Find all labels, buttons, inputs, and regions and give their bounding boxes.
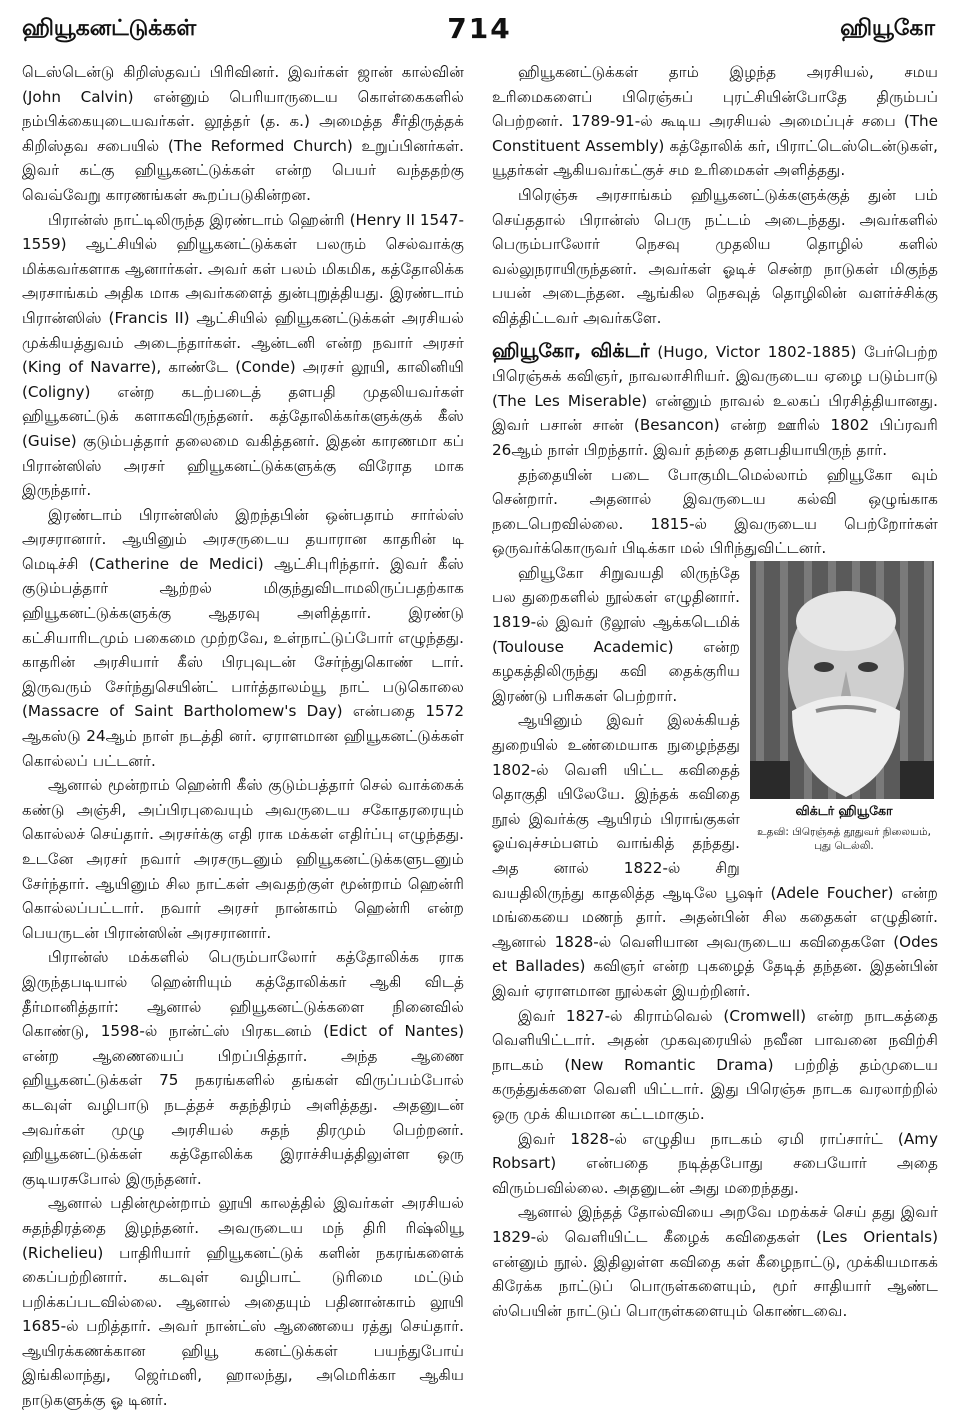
paragraph: இவர் 1827-ல் கிராம்வெல் (Cromwell) என்ற நாடகத்தை வெளியிட்டார். அதன் முகவுரையில் நவீன பாவனை நவிற்சி நாடகம் (New Romantic Drama) பற்றித் தம்முடைய கருத்துக்களை வெளி யிட்டார். இது பிரெஞ்சு நாடக வரலாற்றில் ஒரு முக் கியமான கட்டமாகும். <box>492 1006 938 1123</box>
encyclopedia-entry <box>492 339 938 463</box>
page-number: 714 <box>447 12 512 45</box>
paragraph: இவர் 1828-ல் எழுதிய நாடகம் ஏமி ராப்சார்ட் (Amy Robsart) என்பதை நடித்தபோது சபையோர் அதை விரும்பவில்லை. அதனுடன் அது மறைந்தது. <box>492 1129 938 1197</box>
paragraph: ஆனால் பதின்மூன்றாம் லூயி காலத்தில் இவர்கள் அரசியல் சுதந்திரத்தை இழந்தனர். அவருடைய மந் திரி ரிஷ்லியூ (Richelieu) பாதிரியார் ஹியூகனட்டுக் களின் நகரங்களைக் கைப்பற்றினார். கடவுள் வழிபாட் டுரிமை மட்டும் பறிக்கப்படவில்லை. ஆனால் அதையும் பதினான்காம் லூயி 1685-ல் பறித்தார். அவர் நான்ட்ஸ் ஆணையை ரத்து செய்தார். ஆயிரக்கணக்கான ஹியூ கனட்டுக்கள் பயந்துபோய் இங்கிலாந்து, ஜெர்மனி, ஹாலந்து, அமெரிக்கா ஆகிய நாடுகளுக்கு ஓ டினர். <box>22 1194 464 1410</box>
paragraph: ஹியூகனட்டுக்கள் தாம் இழந்த அரசியல், சமய உரிமைகளைப் பிரெஞ்சுப் புரட்சியின்போதே திரும்பப் பெற்றனர். 1789-91-ல் கூடிய அரசியல் அமைப்புச் சபை (The Constituent Assembly) கத்தோலிக் கர், பிராட்டெஸ்டென்டுகள், யூதர்கள் ஆகியவர்கட்குச் சம உரிமைகள் அளித்தது. <box>492 63 938 180</box>
running-head-right: ஹியூகோ <box>840 16 935 41</box>
entry-title: ஹியூகோ, விக்டர் <box>492 339 650 362</box>
paragraph: இரண்டாம் பிரான்ஸிஸ் இறந்தபின் ஒன்பதாம் சார்ல்ஸ் அரசரானார். ஆயினும் அரசருடைய தயாரான காதரின் டி மெடிச்சி (Catherine de Medici) ஆட்சிபுரிந்தார். இவர் கீஸ் குடும்பத்தார் ஆற்றல் மிகுந்துவிடாமலிருப்பதற்காக ஹியூகனட்டுக்களுக்கு ஆதரவு அளித்தார். இரண்டு கட்சியாரிடமும் பகைமை முற்றவே, உள்நாட்டுப்போர் எழுந்தது. காதரின் அரசியார் கீஸ் பிரபுவுடன் சேர்ந்துகொண் டார். இருவரும் சேர்ந்துசெயின்ட் பார்த்தாலம்யூ நாட் படுகொலை (Massacre of Saint Bartholomew's Day) என்பதை 1572 ஆகஸ்டு 24ஆம் நாள் நடத்தி னர். ஏராளமான ஹியூகனட்டுக்கள் கொல்லப் பட்டனர். <box>22 505 464 770</box>
paragraph: ஆயினும் இவர் இலக்கியத் துறையில் உண்மையாக நுழைந்தது 1802-ல் வெளி யிட்ட கவிதைத் தொகுதி யிலேயே. இந்தக் கவிதை நூல் இவர்க்கு ஆயிரம் பிராங்குகள் ஓய்வுச்சம்பளம் வாங்கித் தந்தது. அத னால் 1822-ல் சிறு வயதிலிருந்து காதலித்த ஆடிலே பூஷர் (Adele Foucher) என்ற மங்கையை மணந் தார். அதன்பின் சில கதைகள் எழுதினர். ஆனால் 1828-ல் வெளியான அவருடைய கவிதைகளே (Odes et Ballades) கவிஞர் என்ற புகழைத் தேடித் தந்தன. இதன்பின் இவர் ஏராளமான நூல்கள் இயற்றினர். <box>492 711 938 1000</box>
paragraph: ஆனால் மூன்றாம் ஹென்ரி கீஸ் குடும்பத்தார் செல் வாக்கைக் கண்டு அஞ்சி, அப்பிரபுவையும் அவருடைய சகோதரரையும் கொல்லச் செய்தார். அரசர்க்கு எதி ராக மக்கள் எதிர்ப்பு எழுந்தது. உடனே அரசர் நவார் அரசருடனும் ஹியூகனட்டுக்களுடனும் சேர்ந்தார். ஆயினும் சில நாட்கள் அவதற்குள் மூன்றாம் ஹென்ரி கொல்லப்பட்டார். நவார் அரசர் நான்காம் ஹென்ரி என்ற பெயருடன் பிரான்ஸின் அரசரானார். <box>22 776 464 942</box>
right-column <box>492 60 938 1323</box>
figure-caption: விக்டர் ஹியூகோ <box>795 802 893 818</box>
entry-intro: (Hugo, Victor 1802-1885) பேர்பெற்ற பிரெஞ்சுக் கவிஞர், நாவலாசிரியர். இவருடைய ஏழை படும்பாடு (The Les Miserable) என்னும் நாவல் உலகப் பிரசித்தியானது. இவர் பசான் சான் (Besancon) என்ற ஊரில் 1802 பிப்ரவரி 26ஆம் நாள் பிறந்தார். இவர் தந்தை தளபதியாயிருந் தார். <box>492 342 938 459</box>
left-column <box>22 60 464 1413</box>
page-header <box>0 0 959 56</box>
paragraph: ஆனால் இந்தத் தோல்வியை அறவே மறக்கச் செய் தது இவர் 1829-ல் வெளியிட்ட கீழைக் கவிதைகள் (Les Orientals) என்னும் நூல். இதிலுள்ள கவிதை கள் கீழைநாட்டு, முக்கியமாகக் கிரேக்க நாட்டுப் பொருள்களையும், மூர் சாதியார் ஆண்ட ஸ்பெயின் நாட்டுப் பொருள்களையும் கொண்டவை. <box>492 1203 938 1320</box>
running-head-left: ஹியூகனட்டுக்கள் <box>22 16 197 41</box>
paragraph: பிரான்ஸ் மக்களில் பெரும்பாலோர் கத்தோலிக்க ராக இருந்தபடியால் ஹென்ரியும் கத்தோலிக்கர் ஆகி விடத் தீர்மானித்தார்: ஆனால் ஹியூகனட்டுக்களை நினைவில் கொண்டு, 1598-ல் நான்ட்ஸ் பிரகடனம் (Edict of Nantes) என்ற ஆணையைப் பிறப்பித்தார். அந்த ஆணை ஹியூகனட்டுக்கள் 75 நகரங்களில் தங்கள் விருப்பம்போல் கடவுள் வழிபாடு நடத்தச் சுதந்திரம் அளித்தது. அதனுடன் அவர்கள் முழு அரசியல் சுதந் திரமும் பெற்றனர். ஹியூகனட்டுக்கள் கத்தோலிக்க இராச்சியத்திலுள்ள ஒரு குடியரசுபோல் இருந்தனர். <box>22 948 464 1188</box>
victor-hugo-portrait <box>750 561 934 799</box>
figure-credit: உதவி: பிரெஞ்சுத் தூதுவர் நிலையம், புது டெல்லி. <box>757 825 931 852</box>
paragraph: ஹியூகோ சிறுவயதி லிருந்தே பல துறைகளில் நூல்கள் எழுதினார். 1819-ல் இவர் டூலூஸ் ஆக்கடெமிக் (Toulouse Academic) என்ற கழகத்திலிருந்து கவி தைக்குரிய இரண்டு பரிசுகள் பெற்றார். <box>492 563 740 705</box>
paragraph: பிரான்ஸ் நாட்டிலிருந்த இரண்டாம் ஹென்ரி (Henry II 1547-1559) ஆட்சியில் ஹியூகனட்டுக்கள் பலரும் செல்வாக்கு மிக்கவர்களாக ஆனார்கள். அவர் கள் பலம் மிகமிக, கத்தோலிக்க அரசாங்கம் அதிக மாக அவர்களைத் துன்புறுத்தியது. இரண்டாம் பிரான்ஸிஸ் (Francis II) ஆட்சியில் ஹியூகனட்டுக்கள் அரசியல் முக்கியத்துவம் அடைந்தார்கள். ஆன்டனி என்ற நவார் அரசர் (King of Navarre), காண்டே (Conde) அரசர் லூயி, காலினியி (Coligny) என்ற கடற்படைத் தளபதி முதலியவர்கள் ஹியூகனட்டுக் களாகவிருந்தனர். கத்தோலிக்கர்களுக்குக் கீஸ் (Guise) குடும்பத்தார் தலைமை வகித்தனர். இதன் காரணமா கப் பிரான்ஸிஸ் அரசர் ஹியூகனட்டுக்களுக்கு விரோத மாக இருந்தார். <box>22 210 464 500</box>
portrait-figure <box>750 561 938 853</box>
paragraph: தந்தையின் படை போகுமிடமெல்லாம் ஹியூகோ வும் சென்றார். அதனால் இவருடைய கல்வி ஒழுங்காக நடைபெறவில்லை. 1815-ல் இவருடைய பெற்றோர்கள் ஒருவர்க்கொருவர் பிடிக்கா மல் பிரிந்துவிட்டனர். <box>492 465 938 558</box>
paragraph: டெஸ்டென்டு கிறிஸ்தவப் பிரிவினர். இவர்கள் ஜான் கால்வின் (John Calvin) என்னும் பெரியாருடைய கொள்கைகளில் நம்பிக்கையுடையவர்கள். லூத்தர் (த. க.) அமைத்த சீர்திருத்தக் கிறிஸ்தவ சபையில் (The Reformed Church) உறுப்பினர்கள். இவர் கட்கு ஹியூகனட்டுக்கள் என்ற பெயர் வந்ததற்கு வெவ்வேறு காரணங்கள் கூறப்படுகின்றன. <box>22 63 464 204</box>
paragraph: பிரெஞ்சு அரசாங்கம் ஹியூகனட்டுக்களுக்குத் துன் பம் செய்ததால் பிரான்ஸ் பெரு நட்டம் அடைந்தது. அவர்களில் பெரும்பாலோர் நெசவு முதலிய தொழில் களில் வல்லுநராயிருந்தனர். அவர்கள் ஓடிச் சென்ற நாடுகள் மிகுந்த பயன் அடைந்தன. ஆங்கில நெசவுத் தொழிலின் வளர்ச்சிக்கு வித்திட்டவர் அவர்களே. <box>492 185 938 327</box>
